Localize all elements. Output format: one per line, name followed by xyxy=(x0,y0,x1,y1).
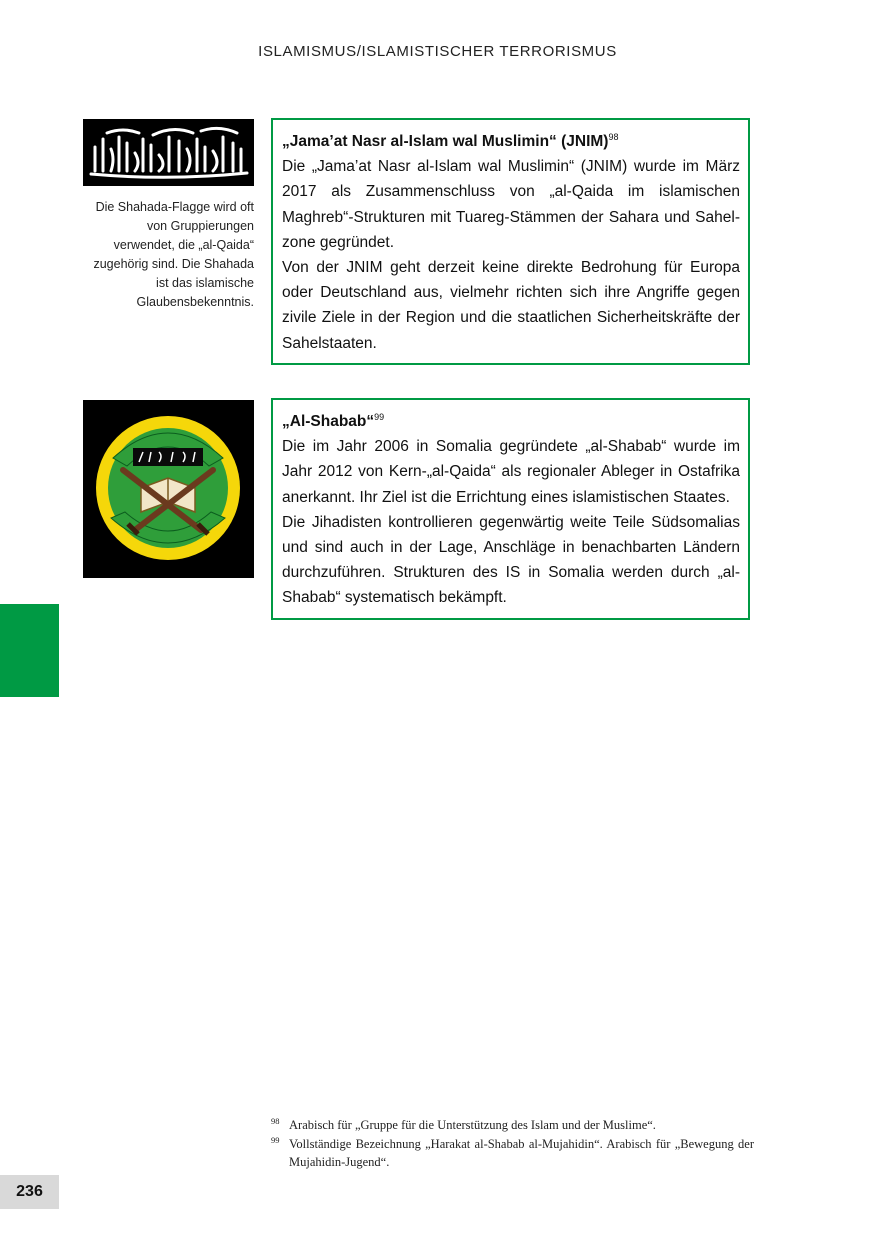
page-number: 236 xyxy=(0,1175,59,1209)
section-marker-tab xyxy=(0,604,59,697)
jnim-title xyxy=(282,129,740,154)
footnote-ref-99[interactable]: 99 xyxy=(374,412,385,422)
jnim-info-box xyxy=(271,118,750,365)
jnim-title-text: „Jama’at Nasr al-Islam wal Muslimin“ (JNIM) xyxy=(282,133,609,150)
shahada-flag-graphic xyxy=(83,119,254,186)
al-shabab-paragraph-2: Die Jihadisten kontrollieren gegenwärtig weite Teile Südsomalias und sind auch in der Lage, Anschläge in benachbarten Ländern durchzuführen. Strukturen des IS in Somalia werden durch „al-Shabab“ systematisch bekämpft. xyxy=(282,513,740,607)
flag-caption: Die Shahada-Flagge wird oft von Gruppierungen verwendet, die „al-Qaida“ zugehörig sind. Die Shahada ist das islamische Glaubensbekenntnis. xyxy=(93,200,254,309)
footnotes xyxy=(271,1116,754,1172)
al-shabab-emblem-image xyxy=(83,400,254,578)
jnim-paragraph-1: Die „Jama’at Nasr al-Islam wal Muslimin“ (JNIM) wurde im März 2017 als Zusammenschluss von „al-Qaida im islamischen Maghreb“-Strukturen mit Tuareg-Stämmen der Sahara und Sahelzone gegründet. xyxy=(282,158,740,251)
footnote-98 xyxy=(271,1116,754,1135)
footnote-text: Vollständige Bezeichnung „Harakat al-Shabab al-Mujahidin“. Arabisch für „Bewegung der Mujahidin-Jugend“. xyxy=(289,1136,754,1170)
shahada-flag-image xyxy=(83,119,254,186)
footnote-ref-98[interactable]: 98 xyxy=(608,132,619,142)
footnote-number: 99 xyxy=(271,1134,280,1145)
footnote-number: 98 xyxy=(271,1116,280,1126)
jnim-paragraph-2: Von der JNIM geht derzeit keine direkte Bedrohung für Europa oder Deutschland aus, vielmehr richten sich ihre Angriffe gegen zivile Ziele in der Region und die staatlichen Sicherheitskräfte der Sahelstaaten. xyxy=(282,259,740,352)
al-shabab-emblem-graphic xyxy=(83,400,254,578)
al-shabab-title xyxy=(282,409,740,434)
al-shabab-title-text: „Al-Shabab“ xyxy=(282,413,375,430)
footnote-99 xyxy=(271,1135,754,1172)
footnote-text: Arabisch für „Gruppe für die Unterstützung des Islam und der Muslime“. xyxy=(289,1118,656,1132)
al-shabab-paragraph-1: Die im Jahr 2006 in Somalia gegründete „al-Shabab“ wurde im Jahr 2012 von Kern-„al-Qaida“ als regionaler Ableger in Ostafrika anerkannt. Ihr Ziel ist die Errichtung eines islamistischen Staates. xyxy=(282,438,740,506)
al-shabab-info-box xyxy=(271,398,750,620)
running-header: ISLAMISMUS/ISLAMISTISCHER TERRORISMUS xyxy=(258,43,617,60)
